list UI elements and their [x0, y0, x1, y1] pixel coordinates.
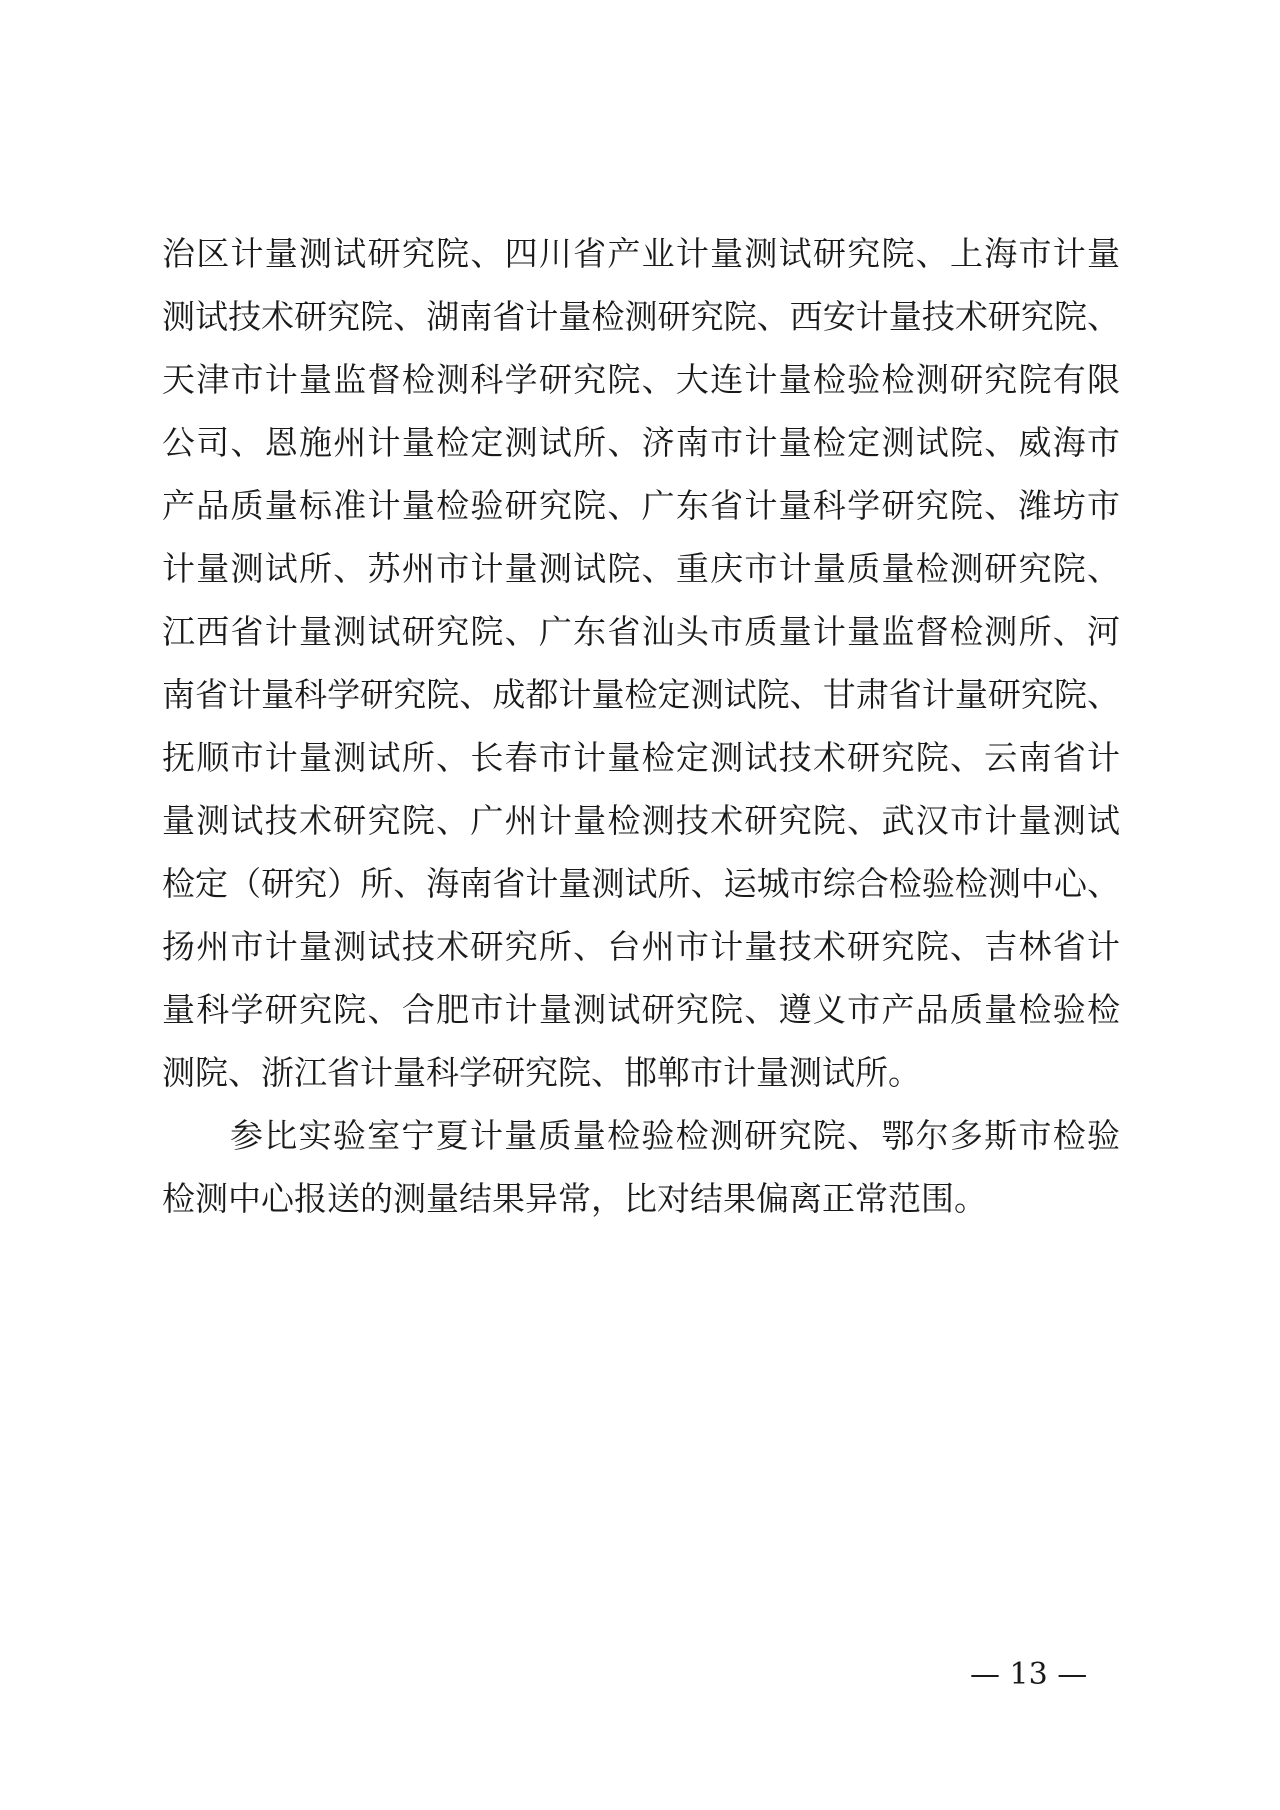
text-line: 量科学研究院、合肥市计量测试研究院、遵义市产品质量检验检	[162, 990, 1120, 1029]
text-line: 参比实验室宁夏计量质量检验检测研究院、鄂尔多斯市检验	[230, 1116, 1120, 1155]
text-line: 产品质量标准计量检验研究院、广东省计量科学研究院、潍坊市	[162, 486, 1120, 525]
text-line: 扬州市计量测试技术研究所、台州市计量技术研究院、吉林省计	[162, 927, 1120, 966]
text-line: 抚顺市计量测试所、长春市计量检定测试技术研究院、云南省计	[162, 738, 1120, 777]
text-line: 江西省计量测试研究院、广东省汕头市质量计量监督检测所、河	[162, 612, 1120, 651]
page-number: — 13 —	[970, 1657, 1088, 1692]
text-line: 测试技术研究院、湖南省计量检测研究院、西安计量技术研究院、	[162, 297, 1120, 336]
text-line: 公司、恩施州计量检定测试所、济南市计量检定测试院、威海市	[162, 423, 1120, 462]
text-line: 量测试技术研究院、广州计量检测技术研究院、武汉市计量测试	[162, 801, 1120, 840]
paragraph-2	[162, 1104, 1120, 1230]
text-line: 天津市计量监督检测科学研究院、大连计量检验检测研究院有限	[162, 360, 1120, 399]
paragraph-1	[162, 222, 1120, 1104]
text-line: 治区计量测试研究院、四川省产业计量测试研究院、上海市计量	[162, 234, 1120, 273]
text-line: 检测中心报送的测量结果异常，比对结果偏离正常范围。	[162, 1179, 987, 1218]
text-line: 检定（研究）所、海南省计量测试所、运城市综合检验检测中心、	[162, 864, 1120, 903]
text-line: 南省计量科学研究院、成都计量检定测试院、甘肃省计量研究院、	[162, 675, 1120, 714]
body-text	[162, 222, 1120, 1230]
text-line: 计量测试所、苏州市计量测试院、重庆市计量质量检测研究院、	[162, 549, 1120, 588]
text-line: 测院、浙江省计量科学研究院、邯郸市计量测试所。	[162, 1053, 921, 1092]
